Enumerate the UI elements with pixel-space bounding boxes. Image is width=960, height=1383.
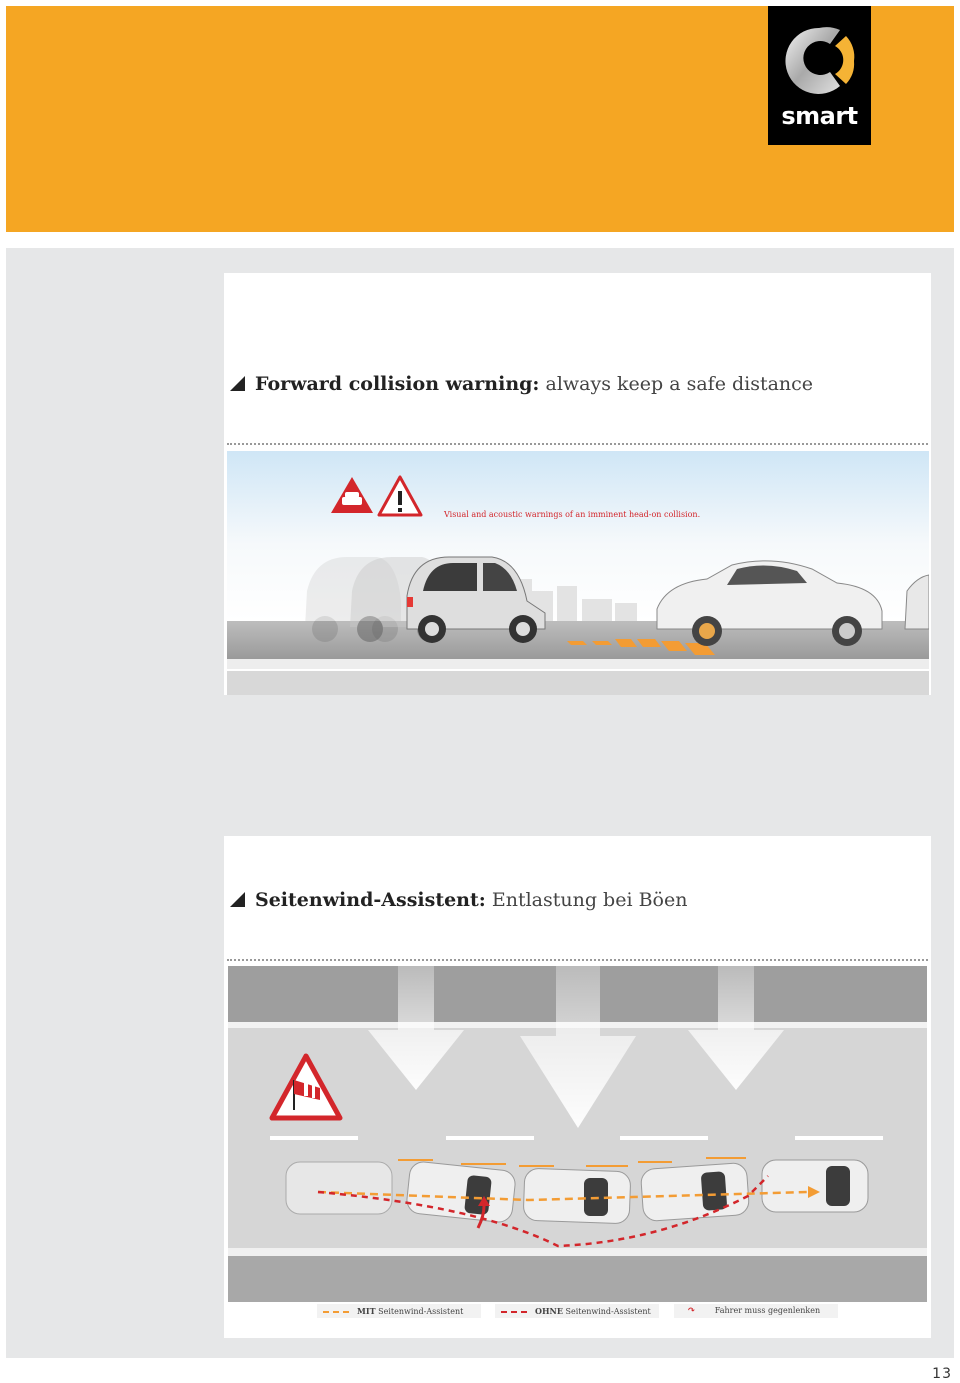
title-bold: Seitenwind-Assistent: — [255, 889, 486, 911]
crosswind-assist-slide — [224, 836, 931, 1338]
dotted-divider — [227, 959, 928, 961]
title-bold: Forward collision warning: — [255, 373, 540, 395]
triangle-bullet-icon — [230, 892, 245, 907]
slide-title — [230, 373, 813, 395]
title-rest: always keep a safe distance — [539, 373, 814, 395]
forward-collision-slide — [224, 273, 931, 695]
smart-logo — [768, 6, 871, 145]
page-number: 13 — [932, 1366, 952, 1382]
warning-text: Visual and acoustic warnings of an imminent head-on collision. — [444, 510, 701, 519]
crosswind-illustration — [228, 966, 927, 1302]
title-rest: Entlastung bei Böen — [485, 889, 688, 911]
triangle-bullet-icon — [230, 376, 245, 391]
smart-c-logo-icon — [782, 24, 857, 98]
legend-item-without-assist: OHNE Seitenwind-Assistent — [495, 1304, 659, 1318]
legend-item-driver-countersteer: ↷ Fahrer muss gegenlenken — [674, 1304, 838, 1318]
legend-item-with-assist: MIT Seitenwind-Assistent — [317, 1304, 481, 1318]
slide-title — [230, 889, 687, 911]
dotted-divider — [227, 443, 928, 445]
red-dash-icon — [501, 1311, 527, 1313]
logo-text: smart — [781, 102, 858, 130]
collision-illustration — [227, 451, 929, 695]
orange-dash-icon — [323, 1311, 349, 1313]
curved-arrow-icon: ↷ — [688, 1306, 695, 1315]
